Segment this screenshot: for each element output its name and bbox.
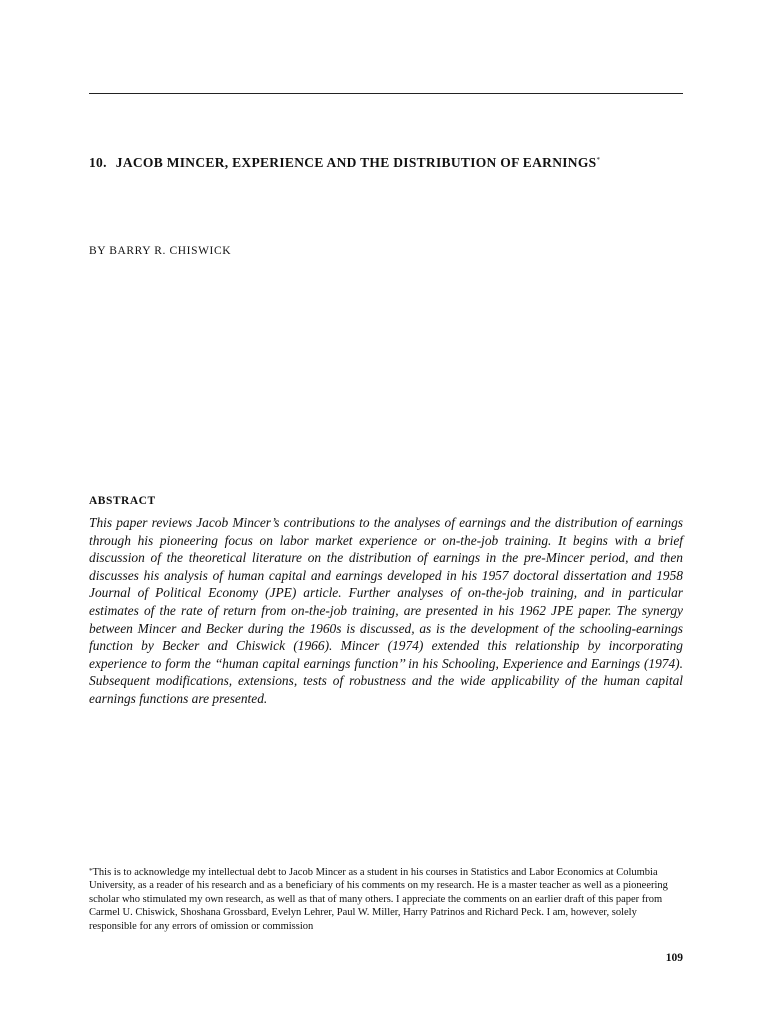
- author-byline: BY BARRY R. CHISWICK: [89, 245, 232, 257]
- chapter-title-text: JACOB MINCER, EXPERIENCE AND THE DISTRIBUTION OF EARNINGS: [115, 155, 597, 170]
- chapter-footnote-marker: *: [596, 156, 601, 164]
- top-rule-divider: [89, 93, 683, 94]
- chapter-title: [89, 154, 683, 171]
- footnote-text: This is to acknowledge my intellectual debt to Jacob Mincer as a student in his courses in Statistics and Labor Economics at Columbia University, as a reader of his research and as a beneficiary of his comments on my research. He is a master teacher as well as a pioneering scholar who stimulated my own research, as well as that of many others. I appreciate the comments on an earlier draft of this paper from Carmel U. Chiswick, Shoshana Grossbard, Evelyn Lehrer, Paul W. Miller, Harry Patrinos and Richard Peck. I am, however, solely responsible for any errors of omission or commission: [89, 867, 668, 932]
- chapter-number: 10.: [89, 155, 107, 170]
- page-number: 109: [665, 952, 683, 964]
- abstract-text: This paper reviews Jacob Mincer’s contributions to the analyses of earnings and the distribution of earnings through his pioneering focus on labor market experience or on-the-job training. It begins with a brief discussion of the theoretical literature on the distribution of earnings in the pre-Mincer period, and then discusses his analysis of human capital and earnings developed in his 1957 doctoral dissertation and 1958 Journal of Political Economy (JPE) article. Further analyses of on-the-job training, and in particular estimates of the rate of return from on-the-job training, are presented in his 1962 JPE paper. The synergy between Mincer and Becker during the 1960s is discussed, as is the development of the schooling-earnings function by Becker and Chiswick (1966). Mincer (1974) extended this relationship by incorporating experience to form the ‘‘human capital earnings function’’ in his Schooling, Experience and Earnings (1974). Subsequent modifications, extensions, tests of robustness and the wide applicability of the human capital earnings functions are presented.: [89, 515, 683, 706]
- acknowledgement-footnote: [89, 866, 683, 933]
- footnote-marker: *: [89, 867, 93, 875]
- abstract-heading: ABSTRACT: [89, 495, 156, 507]
